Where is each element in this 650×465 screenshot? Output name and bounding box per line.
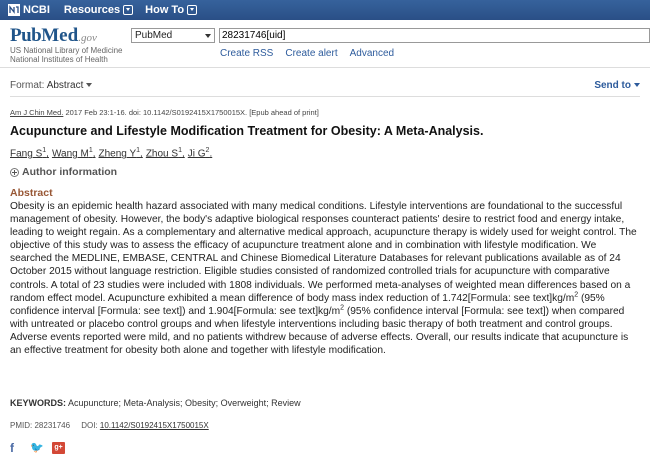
superscript: 2 [340,304,345,312]
nlm-subtitle [10,46,123,64]
doi-label: DOI: [81,421,98,430]
database-select-value: PubMed [135,30,173,41]
pubmed-logo-med: Med [41,25,79,46]
author-list [10,147,215,159]
ncbi-logo-icon [8,4,20,16]
pubmed-header [0,20,650,68]
author-link[interactable] [188,147,212,159]
author-name: Fang S [10,148,43,160]
author-link[interactable] [146,147,185,159]
resources-menu-label: Resources [63,4,121,16]
identifiers [10,421,209,430]
journal-link[interactable]: Am J Chin Med. [10,108,64,117]
abstract-heading: Abstract [10,187,53,199]
pubmed-logo-gov: .gov [78,32,97,44]
author-separator: , [92,148,96,160]
author-separator: , [181,148,185,160]
author-separator: . [209,148,213,160]
pmid-value: 28231746 [34,421,71,430]
abstract-part: (95% confidence interval [Formula: see text]) when compared with untreated or placebo control groups and when lifestyle interventions including basic therapy of both treatment and control groups. Adverse events reported were mild, and no patients withdrew because of adverse effects. Overall, our results indicate that acupuncture is an effective treatment for obesity both alone and together with lifestyle modification. [10,305,629,357]
chevron-down-icon [634,83,640,87]
ncbi-logo-text: NCBI [23,4,50,16]
twitter-icon[interactable]: 🐦 [30,442,44,454]
nlm-line1: US National Library of Medicine [10,46,123,55]
social-share [10,442,65,454]
chevron-down-icon [86,83,92,87]
author-affiliation: 2 [205,147,210,154]
author-link[interactable] [52,147,96,159]
send-to-button[interactable] [594,80,640,91]
abstract-part: (95% confidence interval [Formula: see text]) and 1.904[Formula: see text]kg/m [10,292,605,317]
author-affiliation: 1 [88,147,93,154]
expand-plus-icon [10,168,19,177]
author-affiliation: 1 [42,147,47,154]
author-name: Wang M [51,148,89,160]
create-rss-link[interactable]: Create RSS [220,48,274,59]
author-affiliation: 1 [178,147,182,154]
author-link[interactable] [99,147,143,159]
format-value: Abstract [46,80,84,91]
howto-menu[interactable] [145,4,197,16]
author-name: Zheng Y [98,148,137,160]
howto-menu-label: How To [145,4,185,16]
nlm-line2: National Institutes of Health [10,55,108,64]
format-row [10,80,640,91]
author-separator: , [46,148,49,160]
author-information-toggle[interactable] [10,166,117,178]
pmid-label: PMID: [10,421,33,430]
doi-link[interactable]: 10.1142/S0192415X1750015X [99,421,209,430]
google-plus-icon[interactable]: g+ [52,442,65,454]
search-input[interactable]: 28231746[uid] [219,28,650,43]
author-affiliation: 1 [136,147,141,154]
superscript: 2 [574,291,579,299]
author-link[interactable] [10,147,49,159]
chevron-down-icon [123,5,133,15]
author-name: Ji G [187,148,206,160]
dropdown-arrow-icon [205,34,211,38]
abstract-text [10,200,638,357]
header-links [220,48,394,59]
ncbi-logo[interactable] [8,4,50,16]
author-name: Zhou S [145,148,179,160]
database-select[interactable] [131,28,215,43]
create-alert-link[interactable]: Create alert [285,48,338,59]
article-title: Acupuncture and Lifestyle Modification Treatment for Obesity: A Meta-Analysis. [10,124,484,138]
format-select[interactable] [47,80,93,91]
resources-menu[interactable] [64,4,133,16]
ncbi-topbar [0,0,650,20]
keywords [10,398,301,408]
send-to-label: Send to [594,80,631,91]
author-separator: , [140,148,143,160]
keywords-label: KEYWORDS: [10,398,66,408]
author-information-label: Author information [22,166,118,178]
pubmed-logo[interactable] [10,25,97,47]
facebook-icon[interactable]: f [10,441,14,455]
abstract-part: Obesity is an epidemic health hazard associated with many medical conditions. Lifestyle interventions are foundational to the successful management of obesity. However, the body's adaptive biological responses counteract patients' desire to restrict food and energy intake, leading to weight regain. As a complementary and alternative medical approach, acupuncture therapy is widely used for weight control. The objective of this study was to assess the efficacy of acupuncture treatment alone and in combination with lifestyle modification. We searched the MEDLINE, EMBASE, CENTRAL and Chinese Biomedical Literature Databases for relevant publications available as of 24 October 2015 without language restriction. Eligible studies consisted of randomized controlled trials for acupuncture with comparative controls. A total of 23 studies were included with 1808 individuals. We performed meta-analyses of weighted mean differences based on a random effect model. Acupuncture exhibited a mean difference of body mass index reduction of 1.742[Formula: see text]kg/m [10,201,637,304]
citation-details: 2017 Feb 23:1-16. doi: 10.1142/S0192415X1750015X. [Epub ahead of print] [63,108,319,117]
keywords-list: Acupuncture; Meta-Analysis; Obesity; Overweight; Review [66,398,301,408]
format-label: Format: [10,80,45,91]
divider [10,96,640,97]
citation [10,108,319,117]
advanced-link[interactable]: Advanced [349,48,395,59]
pubmed-logo-pub: Pub [10,25,42,46]
chevron-down-icon [187,5,197,15]
